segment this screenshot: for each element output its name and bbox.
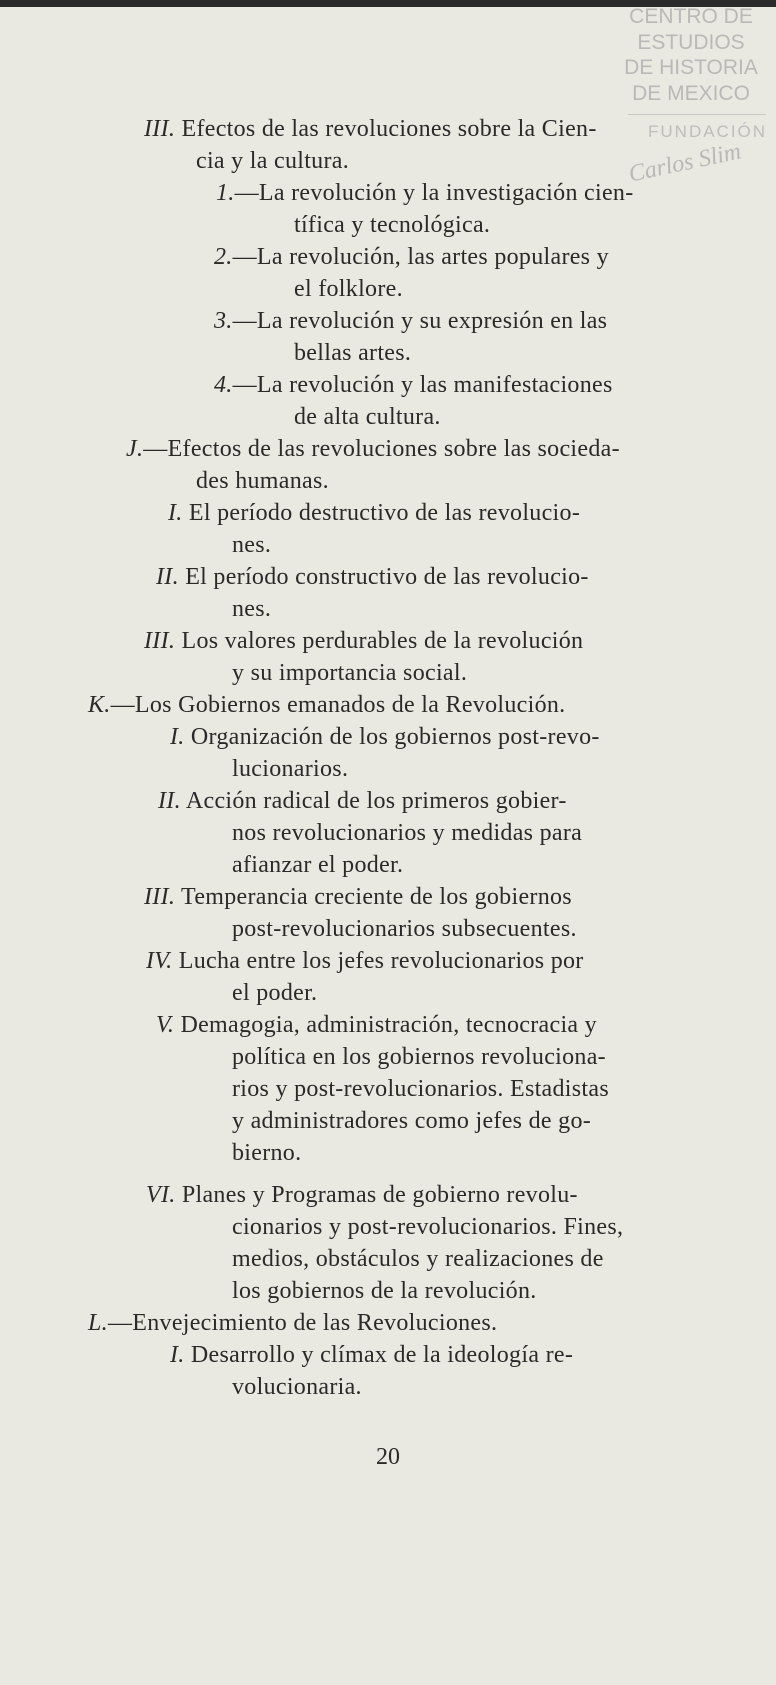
- outline-line-text: Demagogia, administración, tecnocracia y: [174, 1012, 597, 1038]
- outline-line-text: lucionarios.: [232, 756, 349, 782]
- outline-numeral: V.: [156, 1012, 175, 1038]
- outline-line: [232, 1137, 301, 1169]
- outline-line: [196, 145, 349, 177]
- outline-line: [232, 977, 317, 1009]
- outline-line-text: y su importancia social.: [232, 660, 468, 686]
- outline-line: [146, 945, 584, 977]
- outline-line: [170, 1339, 573, 1371]
- outline-line-text: de alta cultura.: [294, 404, 441, 430]
- outline-line-text: Temperancia creciente de los gobiernos: [175, 884, 572, 910]
- outline-line: [232, 753, 348, 785]
- outline-line: [196, 465, 329, 497]
- outline-line: [88, 689, 565, 721]
- outline-line-text: —Envejecimiento de las Revoluciones.: [107, 1310, 498, 1336]
- outline-line-text: rios y post-revolucionarios. Estadistas: [232, 1076, 609, 1102]
- outline-line: [294, 209, 490, 241]
- outline-line: [294, 401, 441, 433]
- outline-numeral: 4.: [214, 372, 233, 398]
- stamp-signature: Carlos Slim: [626, 138, 744, 188]
- page-number: 20: [376, 1444, 400, 1470]
- outline-line-text: post-revolucionarios subsecuentes.: [232, 916, 577, 942]
- outline-numeral: J.: [126, 436, 144, 462]
- outline-line: [156, 1009, 597, 1041]
- outline-line-text: política en los gobiernos revoluciona-: [232, 1044, 606, 1070]
- outline-line: [214, 369, 613, 401]
- stamp-line: DE HISTORIA: [624, 56, 758, 79]
- outline-line-text: Acción radical de los primeros gobier-: [180, 788, 567, 814]
- outline-line-text: —La revolución y la investigación cien-: [234, 180, 634, 206]
- outline-line-text: el poder.: [232, 980, 318, 1006]
- outline-line: [168, 497, 580, 529]
- outline-line: [232, 913, 577, 945]
- outline-line: [232, 1211, 623, 1243]
- stamp-line: CENTRO DE: [629, 5, 753, 28]
- outline-line: [88, 1307, 497, 1339]
- outline-line: [232, 1275, 537, 1307]
- outline-numeral: L.: [88, 1310, 108, 1336]
- outline-line: [232, 1371, 362, 1403]
- outline-numeral: VI.: [146, 1182, 176, 1208]
- archive-stamp: [612, 4, 770, 106]
- outline-line: [156, 561, 589, 593]
- outline-line: [232, 849, 403, 881]
- outline-line-text: nes.: [232, 596, 272, 622]
- outline-line: [294, 273, 403, 305]
- outline-line-text: y administradores como jefes de go-: [232, 1108, 592, 1134]
- outline-line-text: El período destructivo de las revolucio-: [182, 500, 581, 526]
- outline-numeral: 2.: [214, 244, 233, 270]
- outline-line-text: El período constructivo de las revolucio-: [178, 564, 589, 590]
- outline-line-text: cionarios y post-revolucionarios. Fines,: [232, 1214, 624, 1240]
- outline-numeral: II.: [158, 788, 181, 814]
- outline-line: [216, 177, 634, 209]
- outline-line-text: Desarrollo y clímax de la ideología re-: [184, 1342, 574, 1368]
- outline-numeral: II.: [156, 564, 179, 590]
- outline-line: [144, 625, 583, 657]
- outline-line-text: nes.: [232, 532, 272, 558]
- outline-numeral: IV.: [146, 948, 173, 974]
- outline-line: [170, 721, 600, 753]
- outline-line-text: Organización de los gobiernos post-revo-: [184, 724, 600, 750]
- outline-line: [232, 1041, 606, 1073]
- outline-line-text: cia y la cultura.: [196, 148, 350, 174]
- outline-line: [232, 657, 467, 689]
- outline-line-text: Planes y Programas de gobierno revolu-: [175, 1182, 578, 1208]
- outline-numeral: 3.: [214, 308, 233, 334]
- outline-line-text: bierno.: [232, 1140, 302, 1166]
- outline-line: [232, 1073, 609, 1105]
- outline-line-text: —Efectos de las revoluciones sobre las socieda-: [143, 436, 620, 462]
- outline-line-text: volucionaria.: [232, 1374, 362, 1400]
- outline-line: [232, 529, 271, 561]
- stamp-line: ESTUDIOS: [637, 30, 745, 54]
- outline-line-text: los gobiernos de la revolución.: [232, 1278, 537, 1304]
- outline-line: [158, 785, 567, 817]
- outline-line: [144, 113, 597, 145]
- outline-line: [144, 881, 572, 913]
- stamp-foundation: FUNDACIÓN: [648, 122, 768, 141]
- outline-line-text: tífica y tecnológica.: [294, 212, 491, 238]
- outline-numeral: I.: [170, 724, 185, 750]
- outline-line: [232, 817, 582, 849]
- outline-numeral: K.: [88, 692, 111, 718]
- outline-line-text: Efectos de las revoluciones sobre la Cien-: [175, 116, 597, 142]
- outline-line-text: bellas artes.: [294, 340, 412, 366]
- outline-line-text: —La revolución y las manifestaciones: [232, 372, 613, 398]
- outline-line: [126, 433, 620, 465]
- outline-numeral: III.: [144, 628, 176, 654]
- outline-line: [294, 337, 411, 369]
- outline-line: [232, 1243, 604, 1275]
- outline-numeral: 1.: [216, 180, 235, 206]
- outline-numeral: I.: [168, 500, 183, 526]
- outline-line: [232, 593, 271, 625]
- outline-line-text: medios, obstáculos y realizaciones de: [232, 1246, 604, 1272]
- outline-line-text: afianzar el poder.: [232, 852, 404, 878]
- outline-line-text: —La revolución y su expresión en las: [232, 308, 608, 334]
- outline-line-text: —La revolución, las artes populares y: [232, 244, 609, 270]
- outline-line-text: Los valores perdurables de la revolución: [175, 628, 584, 654]
- outline-line: [214, 241, 609, 273]
- stamp-divider: [628, 114, 766, 115]
- outline-line: [232, 1105, 591, 1137]
- outline-line-text: Lucha entre los jefes revolucionarios por: [172, 948, 584, 974]
- outline-numeral: III.: [144, 884, 176, 910]
- outline-line-text: nos revolucionarios y medidas para: [232, 820, 583, 846]
- outline-line: [146, 1179, 578, 1211]
- outline-numeral: III.: [144, 116, 176, 142]
- stamp-line: DE MEXICO: [632, 81, 750, 105]
- outline-line: [214, 305, 607, 337]
- outline-line-text: des humanas.: [196, 468, 329, 494]
- outline-line-text: —Los Gobiernos emanados de la Revolución.: [110, 692, 566, 718]
- outline-line-text: el folklore.: [294, 276, 403, 302]
- outline-numeral: I.: [170, 1342, 185, 1368]
